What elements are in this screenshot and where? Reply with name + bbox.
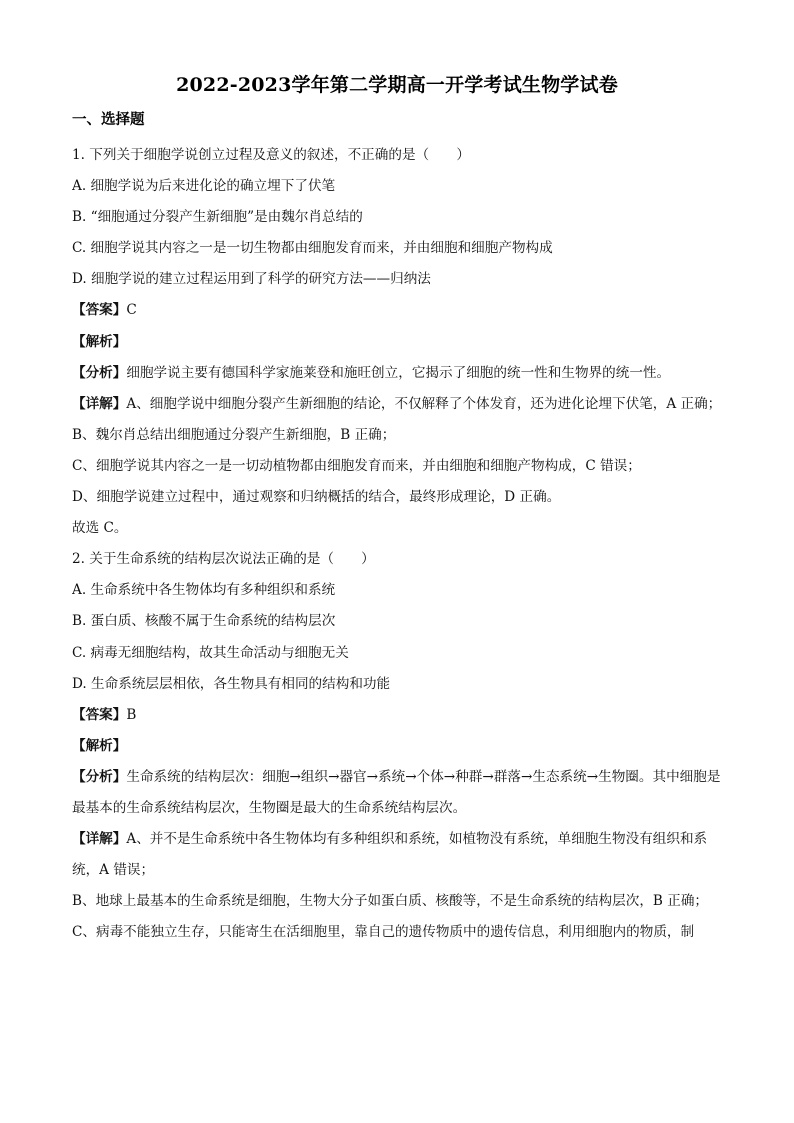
- answer-value: C: [126, 302, 137, 319]
- xiangjie-text: A、细胞学说中细胞分裂产生新细胞的结论，不仅解释了个体发育，还为进化论埋下伏笔，A 正确；: [126, 395, 722, 412]
- xiangjie-tag: 【详解】: [72, 831, 127, 848]
- question-1-xiangjie-d: D、细胞学说建立过程中，通过观察和归纳概括的结合，最终形成理论，D 正确。: [72, 489, 561, 506]
- section-heading: 一、选择题: [72, 111, 145, 128]
- question-1-fenxi: [72, 358, 722, 389]
- answer-tag: 【答案】: [72, 302, 127, 319]
- question-2-xiangjie-c: C、病毒不能独立生存，只能寄生在活细胞里，靠自己的遗传物质中的遗传信息，利用细胞内的物质，制: [72, 924, 695, 941]
- question-1-answer: [72, 295, 722, 326]
- question-1-option-c: C. 细胞学说其内容之一是一切生物都由细胞发育而来，并由细胞和细胞产物构成: [72, 240, 553, 257]
- fenxi-text: 生命系统的结构层次：细胞→组织→器官→系统→个体→种群→群落→生态系统→生物圈。其中细胞是最基本的生命系统结构层次，生物圈是最大的生命系统结构层次。: [72, 768, 721, 816]
- question-2-xiangjie-a: [72, 824, 722, 886]
- question-2-stem: 2. 关于生命系统的结构层次说法正确的是（ ）: [72, 551, 375, 568]
- question-1-xiangjie-c: C、细胞学说其内容之一是一切动植物都由细胞发育而来，并由细胞和细胞产物构成，C 错误；: [72, 457, 641, 474]
- question-1-analysis-tag: 【解析】: [72, 333, 127, 350]
- question-2-fenxi: [72, 762, 722, 824]
- fenxi-tag: 【分析】: [72, 768, 127, 785]
- answer-tag: 【答案】: [72, 706, 127, 723]
- page-title: 2022-2023学年第二学期高一开学考试生物学试卷: [176, 74, 618, 96]
- question-2-option-c: C. 病毒无细胞结构，故其生命活动与细胞无关: [72, 644, 349, 661]
- page-content: [72, 140, 722, 948]
- answer-value: B: [126, 706, 137, 723]
- question-1-option-b: B. “细胞通过分裂产生新细胞”是由魏尔肖总结的: [72, 209, 363, 226]
- xiangjie-text: A、并不是生命系统中各生物体均有多种组织和系统，如植物没有系统，单细胞生物没有组织和系统，A 错误；: [72, 831, 708, 879]
- question-2-xiangjie-b: B、地球上最基本的生命系统是细胞，生物大分子如蛋白质、核酸等，不是生命系统的结构层次，B 正确；: [72, 893, 709, 910]
- xiangjie-tag: 【详解】: [72, 395, 127, 412]
- question-1-xiangjie-b: B、魏尔肖总结出细胞通过分裂产生新细胞，B 正确；: [72, 426, 396, 443]
- question-2-option-b: B. 蛋白质、核酸不属于生命系统的结构层次: [72, 613, 336, 630]
- question-2-option-d: D. 生命系统层层相依，各生物具有相同的结构和功能: [72, 675, 391, 692]
- question-1-xiangjie-a: [72, 389, 722, 420]
- question-2-option-a: A. 生命系统中各生物体均有多种组织和系统: [72, 582, 336, 599]
- question-1-conclusion: 故选 C。: [72, 520, 128, 537]
- question-2-analysis-tag: 【解析】: [72, 737, 127, 754]
- question-1-option-d: D. 细胞学说的建立过程运用到了科学的研究方法——归纳法: [72, 271, 431, 288]
- question-2-answer: [72, 700, 722, 731]
- fenxi-tag: 【分析】: [72, 364, 127, 381]
- question-1-stem: 1. 下列关于细胞学说创立过程及意义的叙述，不正确的是（ ）: [72, 147, 470, 163]
- fenxi-text: 细胞学说主要有德国科学家施莱登和施旺创立，它揭示了细胞的统一性和生物界的统一性。: [126, 364, 671, 381]
- question-1-option-a: A. 细胞学说为后来进化论的确立埋下了伏笔: [72, 178, 336, 195]
